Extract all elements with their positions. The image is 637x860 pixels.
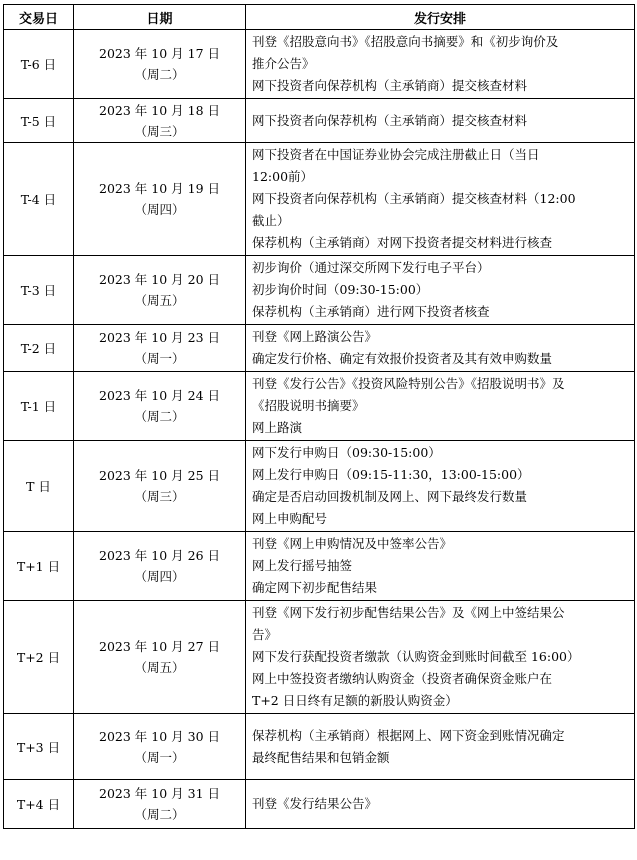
arrangement-line: 网上中签投资者缴纳认购资金（投资者确保资金账户在 — [252, 671, 553, 686]
date-cell — [74, 30, 246, 99]
weekday-text: （周五） — [134, 660, 185, 675]
date-text: 2023 年 10 月 23 日 — [99, 330, 220, 345]
trading-day-cell: T 日 — [4, 441, 74, 532]
table-header-row — [4, 5, 635, 30]
date-cell — [74, 714, 246, 780]
arrangement-cell — [246, 601, 635, 714]
date-text: 2023 年 10 月 27 日 — [99, 639, 220, 654]
arrangement-cell — [246, 441, 635, 532]
arrangement-cell — [246, 30, 635, 99]
arrangement-line: 网下发行获配投资者缴款（认购资金到账时间截至 16:00） — [252, 649, 580, 664]
arrangement-line: 刊登《网上申购情况及中签率公告》 — [252, 536, 453, 551]
date-text: 2023 年 10 月 24 日 — [99, 388, 220, 403]
date-text: 2023 年 10 月 26 日 — [99, 548, 220, 563]
arrangement-line: 初步询价（通过深交所网下发行电子平台） — [252, 260, 490, 275]
arrangement-line: 保荐机构（主承销商）进行网下投资者核查 — [252, 304, 490, 319]
arrangement-cell — [246, 532, 635, 601]
arrangement-line: 网下投资者向保荐机构（主承销商）提交核查材料 — [252, 112, 528, 128]
table-row — [4, 30, 635, 99]
arrangement-line: 网上发行申购日（09:15-11:30，13:00-15:00） — [252, 467, 530, 482]
date-text: 2023 年 10 月 18 日 — [99, 102, 220, 118]
date-cell — [74, 780, 246, 829]
date-cell — [74, 143, 246, 256]
arrangement-cell — [246, 714, 635, 780]
trading-day-cell: T-3 日 — [4, 256, 74, 325]
table-row — [4, 714, 635, 780]
table-row — [4, 532, 635, 601]
arrangement-line: 网下投资者向保荐机构（主承销商）提交核查材料（12:00 — [252, 191, 576, 206]
arrangement-line: 《招股说明书摘要》 — [252, 398, 365, 413]
trading-day-cell: T-4 日 — [4, 143, 74, 256]
date-cell — [74, 99, 246, 143]
date-cell — [74, 372, 246, 441]
arrangement-line: 刊登《发行结果公告》 — [252, 796, 378, 811]
arrangement-line: T+2 日日终有足额的新股认购资金） — [252, 693, 458, 708]
trading-day-cell: T+4 日 — [4, 780, 74, 829]
table-row — [4, 780, 635, 829]
trading-day-cell: T-6 日 — [4, 30, 74, 99]
table-row — [4, 256, 635, 325]
weekday-text: （周三） — [134, 489, 185, 504]
weekday-text: （周四） — [134, 202, 185, 217]
table-body — [4, 30, 635, 829]
weekday-text: （周四） — [134, 569, 185, 584]
date-cell — [74, 601, 246, 714]
weekday-text: （周三） — [134, 123, 185, 139]
date-text: 2023 年 10 月 17 日 — [99, 46, 220, 61]
arrangement-line: 网上发行摇号抽签 — [252, 558, 353, 573]
arrangement-line: 推介公告》 — [252, 56, 315, 71]
arrangement-cell — [246, 780, 635, 829]
arrangement-cell — [246, 372, 635, 441]
date-text: 2023 年 10 月 25 日 — [99, 468, 220, 483]
arrangement-line: 网下发行申购日（09:30-15:00） — [252, 445, 441, 460]
arrangement-line: 网下投资者向保荐机构（主承销商）提交核查材料 — [252, 78, 528, 93]
table-row — [4, 372, 635, 441]
arrangement-cell — [246, 325, 635, 372]
arrangement-line: 最终配售结果和包销金额 — [252, 749, 390, 765]
arrangement-line: 刊登《网下发行初步配售结果公告》及《网上中签结果公 — [252, 605, 565, 620]
trading-day-cell: T-1 日 — [4, 372, 74, 441]
arrangement-line: 网上路演 — [252, 420, 303, 435]
date-cell — [74, 325, 246, 372]
arrangement-line: 网上申购配号 — [252, 511, 328, 526]
arrangement-line: 截止） — [252, 213, 290, 228]
header-trading-day: 交易日 — [4, 5, 74, 30]
date-text: 2023 年 10 月 20 日 — [99, 272, 220, 287]
arrangement-cell — [246, 143, 635, 256]
arrangement-line: 告》 — [252, 627, 278, 642]
table-row — [4, 99, 635, 143]
arrangement-line: 刊登《招股意向书》《招股意向书摘要》和《初步询价及 — [252, 34, 559, 49]
arrangement-cell — [246, 99, 635, 143]
trading-day-cell: T-5 日 — [4, 99, 74, 143]
trading-day-cell: T+3 日 — [4, 714, 74, 780]
date-cell — [74, 256, 246, 325]
date-cell — [74, 441, 246, 532]
date-text: 2023 年 10 月 19 日 — [99, 181, 220, 196]
trading-day-cell: T+2 日 — [4, 601, 74, 714]
date-text: 2023 年 10 月 30 日 — [99, 728, 220, 744]
date-text: 2023 年 10 月 31 日 — [99, 786, 220, 801]
arrangement-line: 确定网下初步配售结果 — [252, 580, 378, 595]
table-row — [4, 601, 635, 714]
weekday-text: （周二） — [134, 807, 185, 822]
weekday-text: （周二） — [134, 67, 185, 82]
arrangement-line: 刊登《发行公告》《投资风险特别公告》《招股说明书》及 — [252, 376, 565, 391]
table-row — [4, 143, 635, 256]
arrangement-line: 确定发行价格、确定有效报价投资者及其有效申购数量 — [252, 351, 553, 366]
arrangement-line: 初步询价时间（09:30-15:00） — [252, 282, 429, 297]
weekday-text: （周二） — [134, 409, 185, 424]
arrangement-line: 12:00前） — [252, 169, 314, 184]
weekday-text: （周一） — [134, 351, 185, 366]
arrangement-line: 刊登《网上路演公告》 — [252, 329, 378, 344]
table-row — [4, 441, 635, 532]
arrangement-line: 确定是否启动回拨机制及网上、网下最终发行数量 — [252, 489, 528, 504]
weekday-text: （周一） — [134, 749, 185, 765]
arrangement-line: 保荐机构（主承销商）根据网上、网下资金到账情况确定 — [252, 727, 565, 743]
trading-day-cell: T+1 日 — [4, 532, 74, 601]
issuance-schedule-table — [3, 4, 635, 829]
table-row — [4, 325, 635, 372]
arrangement-line: 网下投资者在中国证券业协会完成注册截止日（当日 — [252, 147, 540, 162]
date-cell — [74, 532, 246, 601]
header-arrangement: 发行安排 — [246, 5, 635, 30]
arrangement-line: 保荐机构（主承销商）对网下投资者提交材料进行核查 — [252, 235, 553, 250]
trading-day-cell: T-2 日 — [4, 325, 74, 372]
header-date: 日期 — [74, 5, 246, 30]
weekday-text: （周五） — [134, 293, 185, 308]
arrangement-cell — [246, 256, 635, 325]
